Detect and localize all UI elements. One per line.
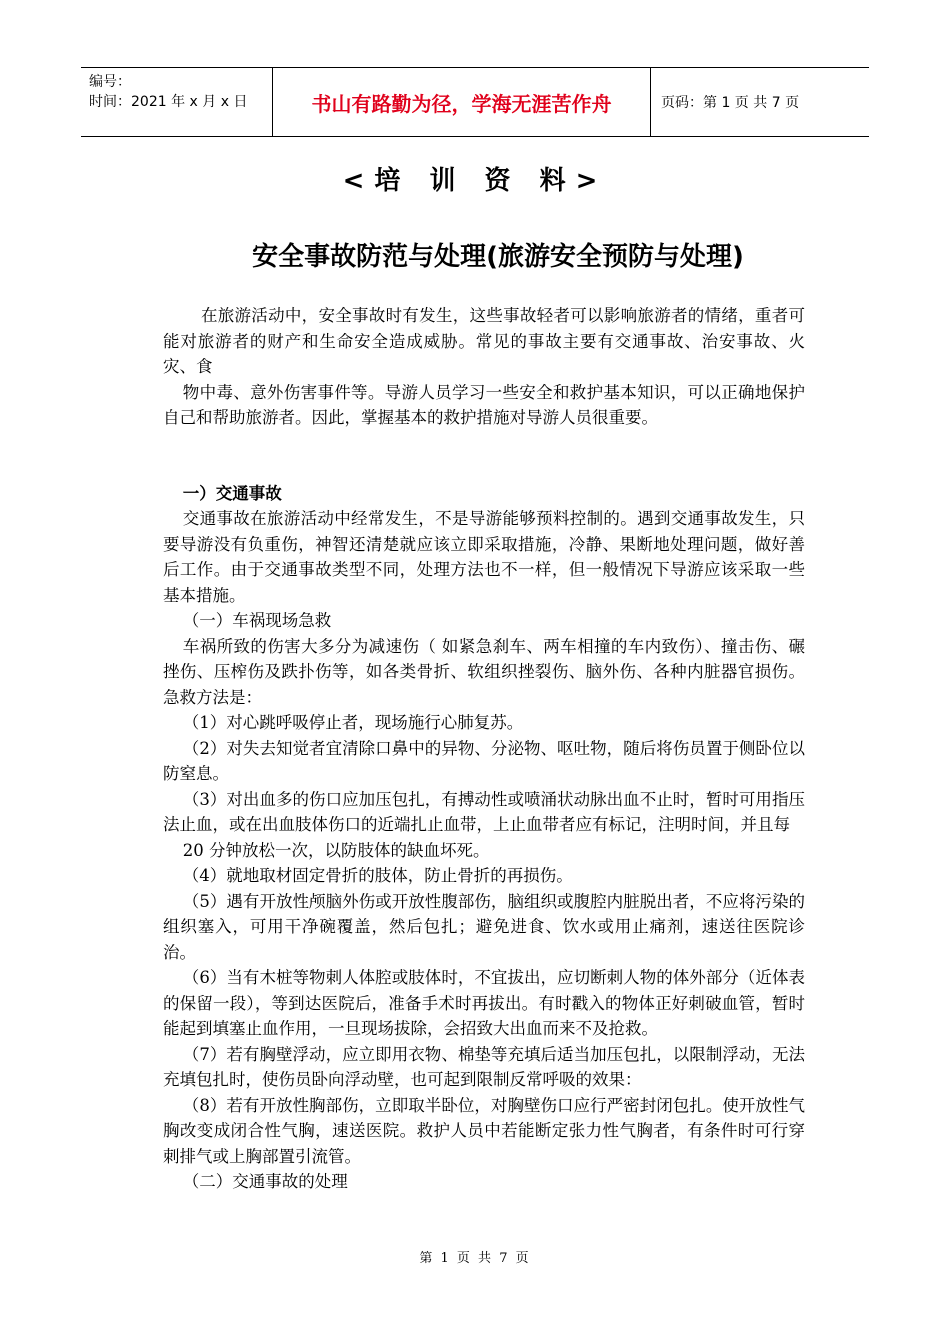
subsection-paragraph: 车祸所致的伤害大多分为减速伤（ 如紧急刹车、两车相撞的车内致伤）、撞击伤、碾挫伤、压榨伤及跌扑伤等，如各类骨折、软组织挫裂伤、脑外伤、各种内脏器官损伤。急救方法是： xyxy=(163,636,805,707)
list-item-3: （3）对出血多的伤口应加压包扎，有搏动性或喷涌状动脉出血不止时，暂时可用指压法止血，或在出血肢体伤口的近端扎止血带，上止血带者应有标记，注明时间，并且每 xyxy=(163,789,805,834)
list-item-3-continued: 20 分钟放松一次，以防肢体的缺血坏死。 xyxy=(182,840,490,860)
section-paragraph: 交通事故在旅游活动中经常发生，不是导游能够预料控制的。遇到交通事故发生，只要导游没有负重伤，神智还清楚就应该立即采取措施，冷静、果断地处理问题，做好善后工作。由于交通事故类型不同，处理方法也不一样，但一般情况下导游应该采取一些基本措施。 xyxy=(163,509,805,605)
header-meta xyxy=(81,68,273,136)
intro-paragraph-2: 物中毒、意外伤害事件等。导游人员学习一些安全和救护基本知识，可以正确地保护自己和帮助旅游者。因此，掌握基本的救护措施对导游人员很重要。 xyxy=(163,382,805,427)
list-item-8: （8）若有开放性胸部伤，立即取半卧位，对胸壁伤口应行严密封闭包扎。使开放性气胸改变成闭合性气胸，速送医院。救护人员中若能断定张力性气胸者，有条件时可行穿刺排气或上胸部置引流管。 xyxy=(163,1095,805,1166)
list-item-7: （7）若有胸壁浮动，应立即用衣物、棉垫等充填后适当加压包扎，以限制浮动，无法充填包扎时，使伤员卧向浮动壁，也可起到限制反常呼吸的效果： xyxy=(163,1044,805,1089)
page-footer: 第 1 页 共 7 页 xyxy=(419,1251,531,1266)
subsection-heading-scene-aid: （一）车祸现场急救 xyxy=(182,611,332,630)
header-page-info: 页码：第 1 页 共 7 页 xyxy=(661,95,800,111)
subsection-heading-handling: （二）交通事故的处理 xyxy=(182,1172,348,1191)
document-subtitle: 安全事故防范与处理(旅游安全预防与处理) xyxy=(252,242,744,272)
list-item-1: （1）对心跳呼吸停止者，现场施行心肺复苏。 xyxy=(182,713,524,732)
list-item-2: （2）对失去知觉者宜清除口鼻中的异物、分泌物、呕吐物，随后将伤员置于侧卧位以防窒息。 xyxy=(163,738,805,783)
section-heading-traffic: 一）交通事故 xyxy=(182,483,282,503)
document-body xyxy=(163,303,805,1195)
list-item-4: （4）就地取材固定骨折的肢体，防止骨折的再损伤。 xyxy=(182,866,573,885)
header-motto: 书山有路勤为径，学海无涯苦作舟 xyxy=(273,68,651,136)
intro-paragraph-1: 在旅游活动中，安全事故时有发生，这些事故轻者可以影响旅游者的情绪，重者可能对旅游者的财产和生命安全造成威胁。常见的事故主要有交通事故、治安事故、火灾、食 xyxy=(163,306,805,376)
document-title: <培 训 资 料> xyxy=(342,166,608,196)
time-label: 时间：2021 年 x 月 x 日 xyxy=(89,94,248,110)
page-header xyxy=(81,67,869,137)
list-item-5: （5）遇有开放性颅脑外伤或开放性腹部伤，脑组织或腹腔内脏脱出者，不应将污染的组织塞入，可用干净碗覆盖，然后包扎；避免进食、饮水或用止痛剂，速送往医院诊治。 xyxy=(163,891,805,962)
number-label: 编号： xyxy=(89,74,131,90)
list-item-6: （6）当有木桩等物刺人体腔或肢体时，不宜拔出，应切断刺人物的体外部分（近体表的保留一段），等到达医院后，准备手术时再拔出。有时戳入的物体正好刺破血管，暂时能起到填塞止血作用，一旦现场拔除，会招致大出血而来不及抢救。 xyxy=(163,968,805,1038)
